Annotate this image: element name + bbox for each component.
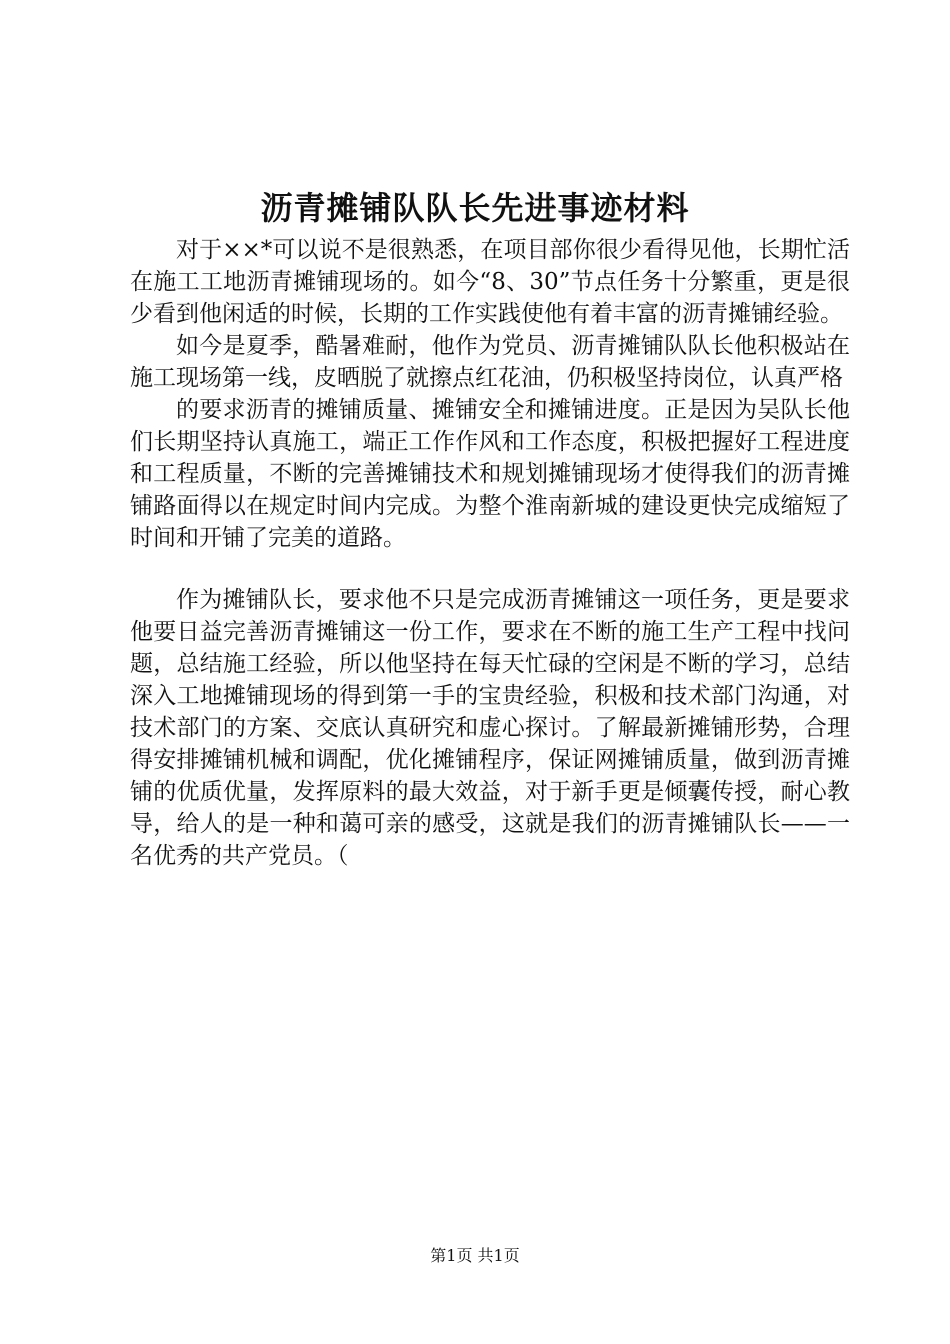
document-title: 沥青摊铺队队长先进事迹材料 [260,189,690,227]
paragraph-2: 如今是夏季，酷暑难耐，他作为党员、沥青摊铺队队长他积极站在施工现场第一线，皮晒脱了就擦点红花油，仍积极坚持岗位，认真严格 [130,333,850,391]
document-body [130,234,850,872]
paragraph-1: 对于××*可以说不是很熟悉，在项目部你很少看得见他，长期忙活在施工工地沥青摊铺现场的。如今“8、30”节点任务十分繁重，更是很少看到他闲适的时候，长期的工作实践使他有着丰富的沥青摊铺经验。 [130,237,850,327]
paragraph-spacer [130,554,850,584]
paragraph-3: 的要求沥青的摊铺质量、摊铺安全和摊铺进度。正是因为吴队长他们长期坚持认真施工，端正工作作风和工作态度，积极把握好工程进度和工程质量，不断的完善摊铺技术和规划摊铺现场才使得我们的沥青摊铺路面得以在规定时间内完成。为整个淮南新城的建设更快完成缩短了时间和开铺了完美的道路。 [130,397,850,551]
paragraph-4: 作为摊铺队长，要求他不只是完成沥青摊铺这一项任务，更是要求他要日益完善沥青摊铺这一份工作，要求在不断的施工生产工程中找问题，总结施工经验，所以他坚持在每天忙碌的空闲是不断的学习，总结深入工地摊铺现场的得到第一手的宝贵经验，积极和技术部门沟通，对技术部门的方案、交底认真研究和虚心探讨。了解最新摊铺形势，合理得安排摊铺机械和调配，优化摊铺程序，保证网摊铺质量，做到沥青摊铺的优质优量，发挥原料的最大效益，对于新手更是倾囊传授，耐心教导，给人的是一种和蔼可亲的感受，这就是我们的沥青摊铺队长——一名优秀的共产党员。（ [130,587,850,869]
page-footer: 第1页 共1页 [430,1246,520,1265]
